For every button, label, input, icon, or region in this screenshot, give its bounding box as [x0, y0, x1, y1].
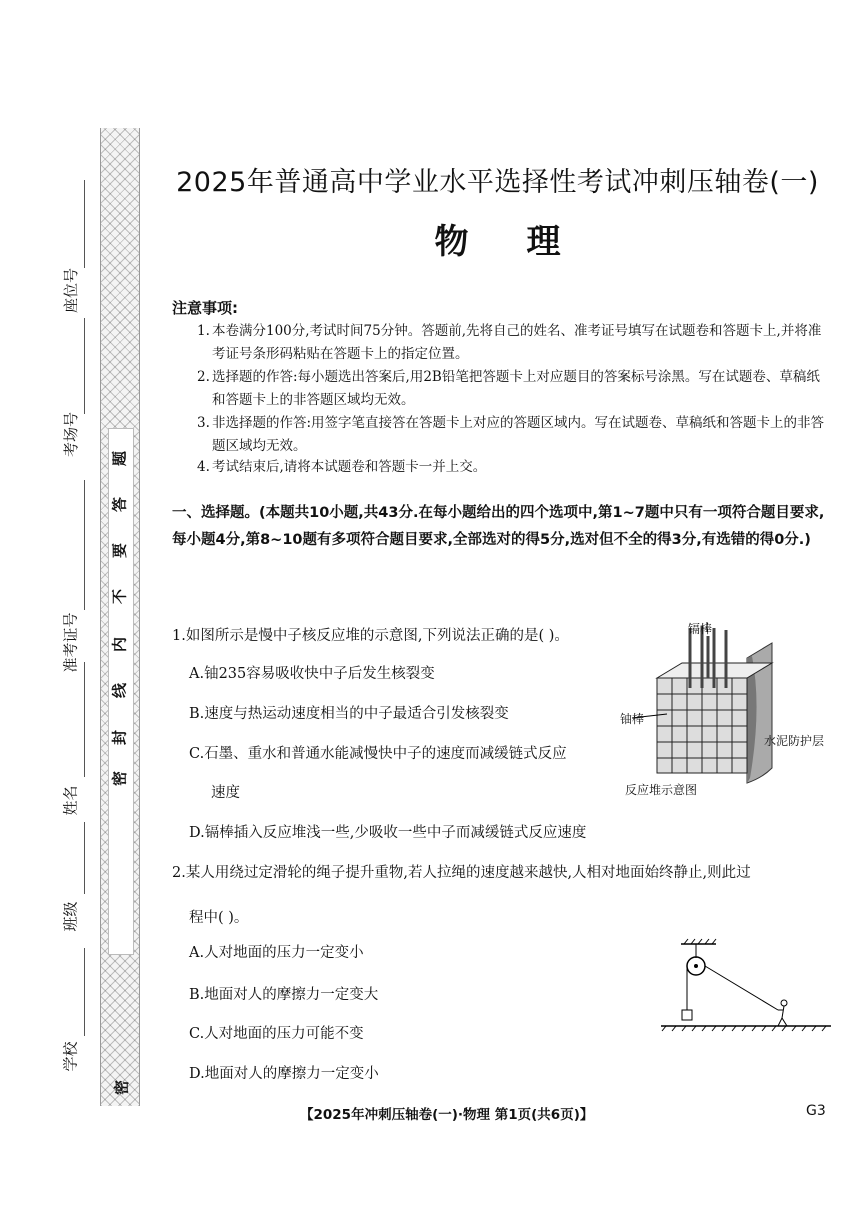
question-1-option-b: B.速度与热运动速度相当的中子最适合引发核裂变: [189, 706, 509, 722]
note-text: 本卷满分100分,考试时间75分钟。答题前,先将自己的姓名、准考证号填写在试题卷和答题卡上,并将准考证号条形码粘贴在答题卡上的指定位置。: [212, 323, 822, 362]
question-1-option-d: D.镉棒插入反应堆浅一些,少吸收一些中子而减缓链式反应速度: [189, 825, 587, 841]
seal-char-da: 答: [110, 497, 129, 513]
subject-title: 物理: [434, 222, 619, 262]
seal-char-feng: 封: [110, 730, 129, 746]
note-item-2: [197, 366, 832, 412]
concrete-wall-label: 水泥防护层: [764, 734, 825, 748]
question-2-option-b: B.地面对人的摩擦力一定变大: [189, 987, 379, 1003]
exam-title: 2025年普通高中学业水平选择性考试冲刺压轴卷(一): [176, 167, 819, 198]
note-item-4: [197, 456, 832, 479]
name-line: [84, 662, 85, 777]
notes-heading: 注意事项:: [172, 299, 238, 317]
seat-number-line: [84, 180, 85, 268]
question-2-option-d: D.地面对人的摩擦力一定变小: [189, 1066, 379, 1082]
seal-char-xian: 线: [110, 683, 129, 699]
note-item-1: [197, 320, 832, 366]
seal-char-bu: 不: [110, 589, 129, 605]
note-text: 选择题的作答:每小题选出答案后,用2B铅笔把答题卡上对应题目的答案标号涂黑。写在试题卷、草稿纸和答题卡上的非答题区域均无效。: [212, 369, 820, 408]
note-number: 1.: [197, 323, 210, 339]
paper-code: G3: [806, 1103, 826, 1119]
cadmium-rod-label: 镉棒: [688, 622, 713, 636]
seal-char-mi: 密: [110, 771, 129, 787]
page-footer: 【2025年冲刺压轴卷(一)·物理 第1页(共6页)】: [300, 1107, 594, 1123]
question-1-option-c-cont: 速度: [211, 785, 240, 801]
admission-number-line: [84, 480, 85, 610]
note-text: 考试结束后,请将本试题卷和答题卡一并上交。: [212, 459, 487, 475]
school-label: 学校: [61, 1041, 80, 1072]
note-number: 3.: [197, 415, 210, 431]
question-2-option-a: A.人对地面的压力一定变小: [189, 945, 364, 961]
pulley-diagram: [656, 938, 836, 1038]
admission-number-label: 准考证号: [61, 612, 80, 673]
question-1-stem: 1.如图所示是慢中子核反应堆的示意图,下列说法正确的是( )。: [172, 628, 569, 644]
note-number: 2.: [197, 369, 210, 385]
note-text: 非选择题的作答:用签字笔直接答在答题卡上对应的答题区域内。写在试题卷、草稿纸和答题卡上的非答题区域均无效。: [212, 415, 825, 454]
question-1-option-a: A.铀235容易吸收快中子后发生核裂变: [189, 666, 435, 682]
seal-char-1: 密: [112, 1080, 131, 1096]
seat-number-label: 座位号: [62, 267, 81, 314]
question-2-stem: 2.某人用绕过定滑轮的绳子提升重物,若人拉绳的速度越来越快,人相对地面始终静止,则此过: [172, 865, 751, 881]
binding-strip: [100, 128, 140, 1106]
school-line: [84, 948, 85, 1036]
reactor-diagram: [612, 618, 837, 803]
reactor-caption: 反应堆示意图: [625, 783, 698, 797]
seal-char-nei: 内: [110, 637, 129, 653]
class-line: [84, 822, 85, 894]
uranium-rod-label: 铀棒: [620, 712, 645, 726]
name-label: 姓名: [61, 785, 80, 816]
question-2-stem-cont: 程中( )。: [189, 910, 249, 926]
class-label: 班级: [61, 901, 80, 932]
exam-room-line: [84, 318, 85, 414]
seal-char-yao: 要: [110, 543, 129, 559]
seal-char-ti: 题: [110, 451, 129, 467]
note-number: 4.: [197, 459, 210, 475]
exam-room-label: 考场号: [62, 411, 81, 458]
question-1-option-c: C.石墨、重水和普通水能减慢快中子的速度而减缓链式反应: [189, 746, 567, 762]
question-2-option-c: C.人对地面的压力可能不变: [189, 1026, 364, 1042]
note-item-3: [197, 412, 832, 458]
section-one-instructions: 一、选择题。(本题共10小题,共43分.在每小题给出的四个选项中,第1~7题中只有一项符合题目要求,每小题4分,第8~10题有多项符合题目要求,全部选对的得5分,选对但不全的得3分,有选错的得0分.): [172, 505, 825, 548]
